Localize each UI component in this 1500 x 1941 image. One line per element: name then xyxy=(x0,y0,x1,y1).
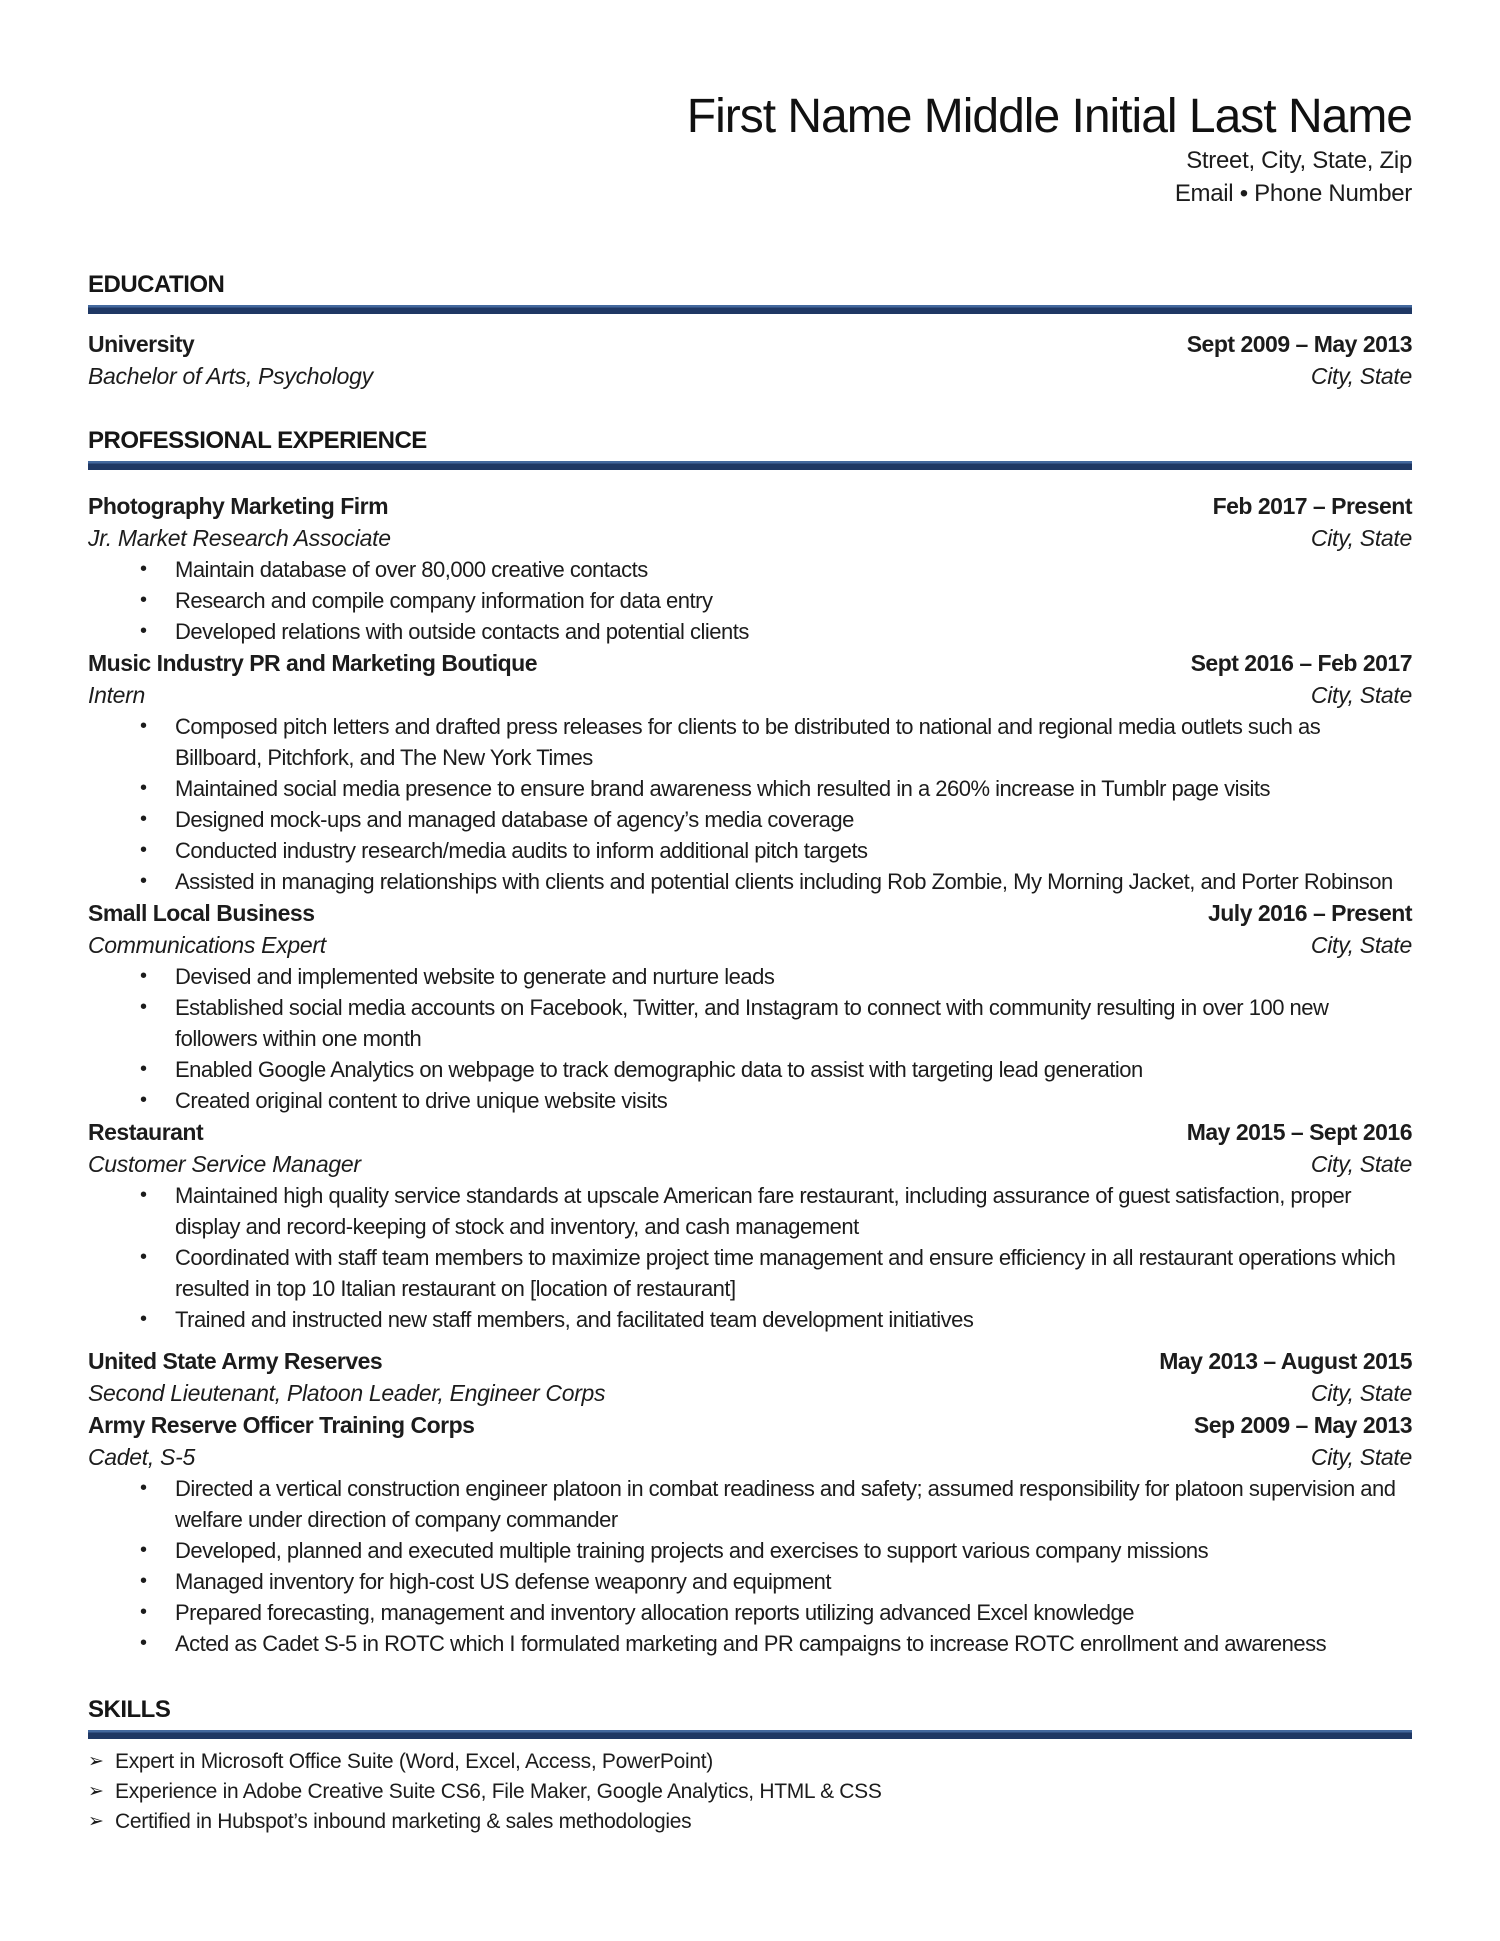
bullet-dot-icon: • xyxy=(140,715,147,737)
bullet-dot-icon: • xyxy=(140,589,147,611)
bullet-text: Developed relations with outside contacts and potential clients xyxy=(175,619,749,644)
job-org: Restaurant xyxy=(88,1119,204,1145)
contact-line: Email • Phone Number xyxy=(1174,180,1412,207)
job-dates: Feb 2017 – Present xyxy=(1212,493,1412,519)
job-subheader-row xyxy=(88,1148,1412,1180)
skill-text: Experience in Adobe Creative Suite CS6, File Maker, Google Analytics, HTML & CSS xyxy=(115,1780,882,1803)
bullet-text: Trained and instructed new staff members, and facilitated team development initiatives xyxy=(175,1307,974,1332)
bullet-text: Directed a vertical construction engineer platoon in combat readiness and safety; assumed responsibility for platoon supervision and welfare under direction of company commander xyxy=(175,1476,1396,1532)
bullet-dot-icon: • xyxy=(140,996,147,1018)
arrow-bullet-icon: ➢ xyxy=(88,1751,104,1772)
job-header-row xyxy=(88,490,1412,522)
bullet-item xyxy=(88,866,1412,897)
job-bullet-list xyxy=(88,961,1412,1116)
job-dates: Sept 2016 – Feb 2017 xyxy=(1190,650,1412,676)
skill-text: Expert in Microsoft Office Suite (Word, Excel, Access, PowerPoint) xyxy=(115,1750,713,1773)
skill-text: Certified in Hubspot’s inbound marketing & sales methodologies xyxy=(115,1810,692,1833)
job-role: Second Lieutenant, Platoon Leader, Engineer Corps xyxy=(88,1380,606,1406)
bullet-item xyxy=(88,1242,1412,1304)
bullet-item xyxy=(88,1473,1412,1535)
bullet-item xyxy=(88,585,1412,616)
skills-list xyxy=(88,1747,1412,1837)
bullet-item xyxy=(88,992,1412,1054)
job-org: Army Reserve Officer Training Corps xyxy=(88,1412,475,1438)
bullet-text: Created original content to drive unique website visits xyxy=(175,1088,668,1113)
education-dates: Sept 2009 – May 2013 xyxy=(1186,331,1412,357)
arrow-bullet-icon: ➢ xyxy=(88,1781,104,1802)
bullet-item xyxy=(88,1180,1412,1242)
job-subheader-row xyxy=(88,1377,1412,1409)
job-header-row xyxy=(88,647,1412,679)
bullet-dot-icon: • xyxy=(140,1601,147,1623)
job-header-row xyxy=(88,1409,1412,1441)
bullet-dot-icon: • xyxy=(140,870,147,892)
job-org: United State Army Reserves xyxy=(88,1348,383,1374)
address-line: Street, City, State, Zip xyxy=(1186,147,1412,174)
job-role: Intern xyxy=(88,682,146,708)
bullet-text: Acted as Cadet S-5 in ROTC which I formulated marketing and PR campaigns to increase ROTC enrollment and awareness xyxy=(175,1631,1327,1656)
job-role: Jr. Market Research Associate xyxy=(88,525,391,551)
bullet-item xyxy=(88,616,1412,647)
job-subheader-row xyxy=(88,679,1412,711)
bullet-item xyxy=(88,554,1412,585)
bullet-text: Enabled Google Analytics on webpage to track demographic data to assist with targeting lead generation xyxy=(175,1057,1143,1082)
bullet-text: Maintained social media presence to ensure brand awareness which resulted in a 260% increase in Tumblr page visits xyxy=(175,776,1270,801)
bullet-dot-icon: • xyxy=(140,1477,147,1499)
bullet-item xyxy=(88,711,1412,773)
job-dates: July 2016 – Present xyxy=(1207,900,1412,926)
skills-section-title: SKILLS xyxy=(88,1696,171,1723)
bullet-item xyxy=(88,961,1412,992)
bullet-dot-icon: • xyxy=(140,558,147,580)
arrow-bullet-icon: ➢ xyxy=(88,1811,104,1832)
bullet-dot-icon: • xyxy=(140,965,147,987)
bullet-dot-icon: • xyxy=(140,777,147,799)
job-role: Customer Service Manager xyxy=(88,1151,361,1177)
bullet-text: Managed inventory for high-cost US defense weaponry and equipment xyxy=(175,1569,832,1594)
bullet-item xyxy=(88,1304,1412,1335)
education-section-title: EDUCATION xyxy=(88,271,225,298)
job-header-row xyxy=(88,1116,1412,1148)
education-location: City, State xyxy=(1310,363,1412,389)
experience-section-title: PROFESSIONAL EXPERIENCE xyxy=(88,427,427,454)
resume-header xyxy=(88,90,1412,210)
skill-item xyxy=(88,1777,1412,1807)
education-section-rule xyxy=(88,305,1412,314)
bullet-item xyxy=(88,773,1412,804)
job-role: Communications Expert xyxy=(88,932,326,958)
job-subheader-row xyxy=(88,929,1412,961)
bullet-item xyxy=(88,835,1412,866)
bullet-item xyxy=(88,1566,1412,1597)
job-location: City, State xyxy=(1310,525,1412,551)
bullet-text: Maintained high quality service standards at upscale American fare restaurant, including assurance of guest satisfaction, proper display and record-keeping of stock and inventory, and cash management xyxy=(175,1183,1352,1239)
bullet-dot-icon: • xyxy=(140,1308,147,1330)
job-bullet-list xyxy=(88,1180,1412,1335)
skill-item xyxy=(88,1807,1412,1837)
education-degree: Bachelor of Arts, Psychology xyxy=(88,363,373,389)
bullet-text: Composed pitch letters and drafted press releases for clients to be distributed to national and regional media outlets such as Billboard, Pitchfork, and The New York Times xyxy=(175,714,1321,770)
job-location: City, State xyxy=(1310,1444,1412,1470)
bullet-text: Conducted industry research/media audits to inform additional pitch targets xyxy=(175,838,868,863)
job-location: City, State xyxy=(1310,682,1412,708)
job-dates: May 2015 – Sept 2016 xyxy=(1186,1119,1412,1145)
bullet-dot-icon: • xyxy=(140,620,147,642)
job-dates: Sep 2009 – May 2013 xyxy=(1193,1412,1412,1438)
bullet-text: Designed mock-ups and managed database of agency’s media coverage xyxy=(175,807,854,832)
education-entry-subheader xyxy=(88,360,1412,392)
education-entry-header xyxy=(88,328,1412,360)
bullet-dot-icon: • xyxy=(140,808,147,830)
bullet-text: Coordinated with staff team members to maximize project time management and ensure efficiency in all restaurant operations which resulted in top 10 Italian restaurant on [location of restaurant] xyxy=(175,1245,1396,1301)
job-header-row xyxy=(88,897,1412,929)
job-dates: May 2013 – August 2015 xyxy=(1159,1348,1412,1374)
bullet-dot-icon: • xyxy=(140,1539,147,1561)
bullet-dot-icon: • xyxy=(140,1570,147,1592)
bullet-dot-icon: • xyxy=(140,1058,147,1080)
job-subheader-row xyxy=(88,1441,1412,1473)
bullet-item xyxy=(88,1054,1412,1085)
bullet-item xyxy=(88,1597,1412,1628)
job-role: Cadet, S-5 xyxy=(88,1444,195,1470)
bullet-dot-icon: • xyxy=(140,1632,147,1654)
job-location: City, State xyxy=(1310,932,1412,958)
experience-section-rule xyxy=(88,461,1412,470)
job-org: Music Industry PR and Marketing Boutique xyxy=(88,650,537,676)
job-bullet-list xyxy=(88,711,1412,897)
job-org: Small Local Business xyxy=(88,900,315,926)
skills-section-rule xyxy=(88,1730,1412,1739)
bullet-text: Prepared forecasting, management and inventory allocation reports utilizing advanced Excel knowledge xyxy=(175,1600,1134,1625)
bullet-dot-icon: • xyxy=(140,1246,147,1268)
bullet-dot-icon: • xyxy=(140,1184,147,1206)
bullet-dot-icon: • xyxy=(140,1089,147,1111)
bullet-text: Developed, planned and executed multiple training projects and exercises to support various company missions xyxy=(175,1538,1209,1563)
bullet-item xyxy=(88,1535,1412,1566)
education-org: University xyxy=(88,331,195,357)
job-location: City, State xyxy=(1310,1380,1412,1406)
bullet-text: Assisted in managing relationships with clients and potential clients including Rob Zombie, My Morning Jacket, and Porter Robinson xyxy=(175,869,1393,894)
candidate-name: First Name Middle Initial Last Name xyxy=(686,90,1412,143)
skill-item xyxy=(88,1747,1412,1777)
bullet-item xyxy=(88,1628,1412,1659)
bullet-text: Maintain database of over 80,000 creative contacts xyxy=(175,557,648,582)
job-bullet-list xyxy=(88,1473,1412,1659)
job-subheader-row xyxy=(88,522,1412,554)
bullet-dot-icon: • xyxy=(140,839,147,861)
bullet-text: Devised and implemented website to generate and nurture leads xyxy=(175,964,775,989)
job-bullet-list xyxy=(88,554,1412,647)
bullet-item xyxy=(88,1085,1412,1116)
job-location: City, State xyxy=(1310,1151,1412,1177)
job-header-row xyxy=(88,1345,1412,1377)
bullet-text: Research and compile company information for data entry xyxy=(175,588,713,613)
job-org: Photography Marketing Firm xyxy=(88,493,389,519)
bullet-item xyxy=(88,804,1412,835)
bullet-text: Established social media accounts on Facebook, Twitter, and Instagram to connect with community resulting in over 100 new followers within one month xyxy=(175,995,1329,1051)
